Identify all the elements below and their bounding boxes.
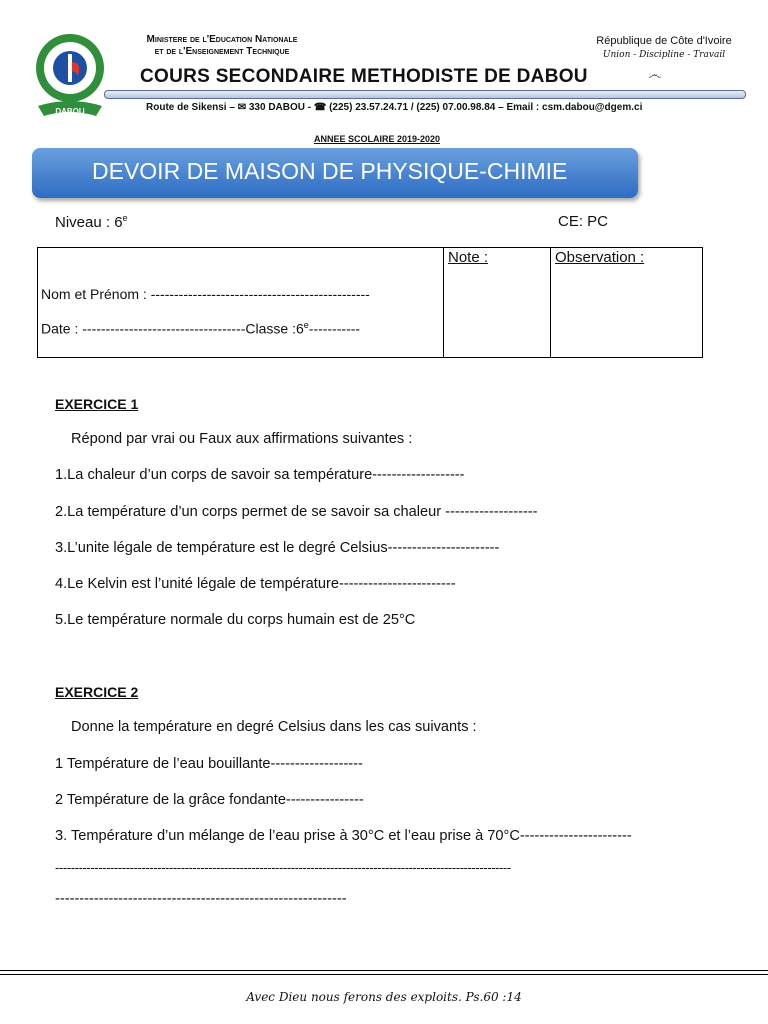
niveau-label: Niveau : 6 xyxy=(55,214,123,231)
exercice1-item: 5.Le température normale du corps humain est de 25°C xyxy=(55,612,416,628)
exercice1-item: 1.La chaleur d’un corps de savoir sa température------------------- xyxy=(55,467,465,483)
ornament-icon: ෴ xyxy=(648,66,662,82)
exercice1-item: 3.L’unite légale de température est le degré Celsius----------------------- xyxy=(55,540,500,556)
ministry-line1: Ministere de l'Education Nationale xyxy=(146,34,298,45)
header-divider xyxy=(104,90,746,99)
exercice2-item: 1 Température de l’eau bouillante------------------- xyxy=(55,756,363,772)
answer-line: ------------------------------------------------------------ xyxy=(55,891,347,907)
exercice2-item: 2 Température de la grâce fondante---------------- xyxy=(55,792,364,808)
exercice2-title: EXERCICE 2 xyxy=(55,684,139,700)
observation-label: Observation : xyxy=(555,249,645,266)
date-class-field xyxy=(41,320,360,337)
class-sup: e xyxy=(303,320,309,330)
exercice1-title: EXERCICE 1 xyxy=(55,396,139,412)
box-divider xyxy=(443,247,444,357)
school-logo-icon xyxy=(28,32,112,122)
school-address: Route de Sikensi – ✉ 330 DABOU - ☎ (225) 23.57.24.71 / (225) 07.00.98.84 – Email : csm.dabou@dgem.ci xyxy=(146,102,643,113)
niveau xyxy=(55,213,128,231)
exercice1-item: 2.La température d’un corps permet de se savoir sa chaleur ------------------- xyxy=(55,504,538,520)
footer-rule xyxy=(0,974,768,975)
footer-verse: Avec Dieu nous ferons des exploits. Ps.60 :14 xyxy=(246,990,522,1004)
logo-text: DABOU xyxy=(55,107,85,116)
date-text: Date : -----------------------------------Classe :6 xyxy=(41,320,304,337)
republic-name: République de Côte d'Ivoire xyxy=(596,35,732,47)
ce-label: CE: PC xyxy=(558,213,609,230)
exercice2-instruction: Donne la température en degré Celsius dans les cas suivants : xyxy=(71,719,477,735)
class-dashes: ----------- xyxy=(308,320,361,337)
banner-title: DEVOIR DE MAISON DE PHYSIQUE-CHIMIE xyxy=(92,158,568,184)
exercice2-item: 3. Température d’un mélange de l’eau prise à 30°C et l’eau prise à 70°C----------------------- xyxy=(55,828,632,844)
box-divider xyxy=(550,247,551,357)
answer-line: -------------------------------------------------------------------------------------------------------------------- xyxy=(55,860,511,875)
republic-header xyxy=(586,34,742,62)
note-label: Note : xyxy=(448,249,489,266)
republic-motto: Union - Discipline - Travail xyxy=(602,50,726,60)
niveau-sup: e xyxy=(122,213,128,223)
exercice1-instruction: Répond par vrai ou Faux aux affirmations suivantes : xyxy=(71,431,413,447)
exercice1-item: 4.Le Kelvin est l’unité légale de température------------------------ xyxy=(55,576,456,592)
footer-rule xyxy=(0,970,768,971)
school-year: ANNEE SCOLAIRE 2019-2020 xyxy=(314,134,441,144)
school-name: COURS SECONDAIRE METHODISTE DE DABOU xyxy=(140,66,588,87)
ministry-header xyxy=(122,34,322,58)
ministry-line2: et de l'Enseignement Technique xyxy=(154,46,290,57)
title-banner xyxy=(32,148,638,198)
name-field: Nom et Prénom : ----------------------------------------------- xyxy=(41,286,370,302)
